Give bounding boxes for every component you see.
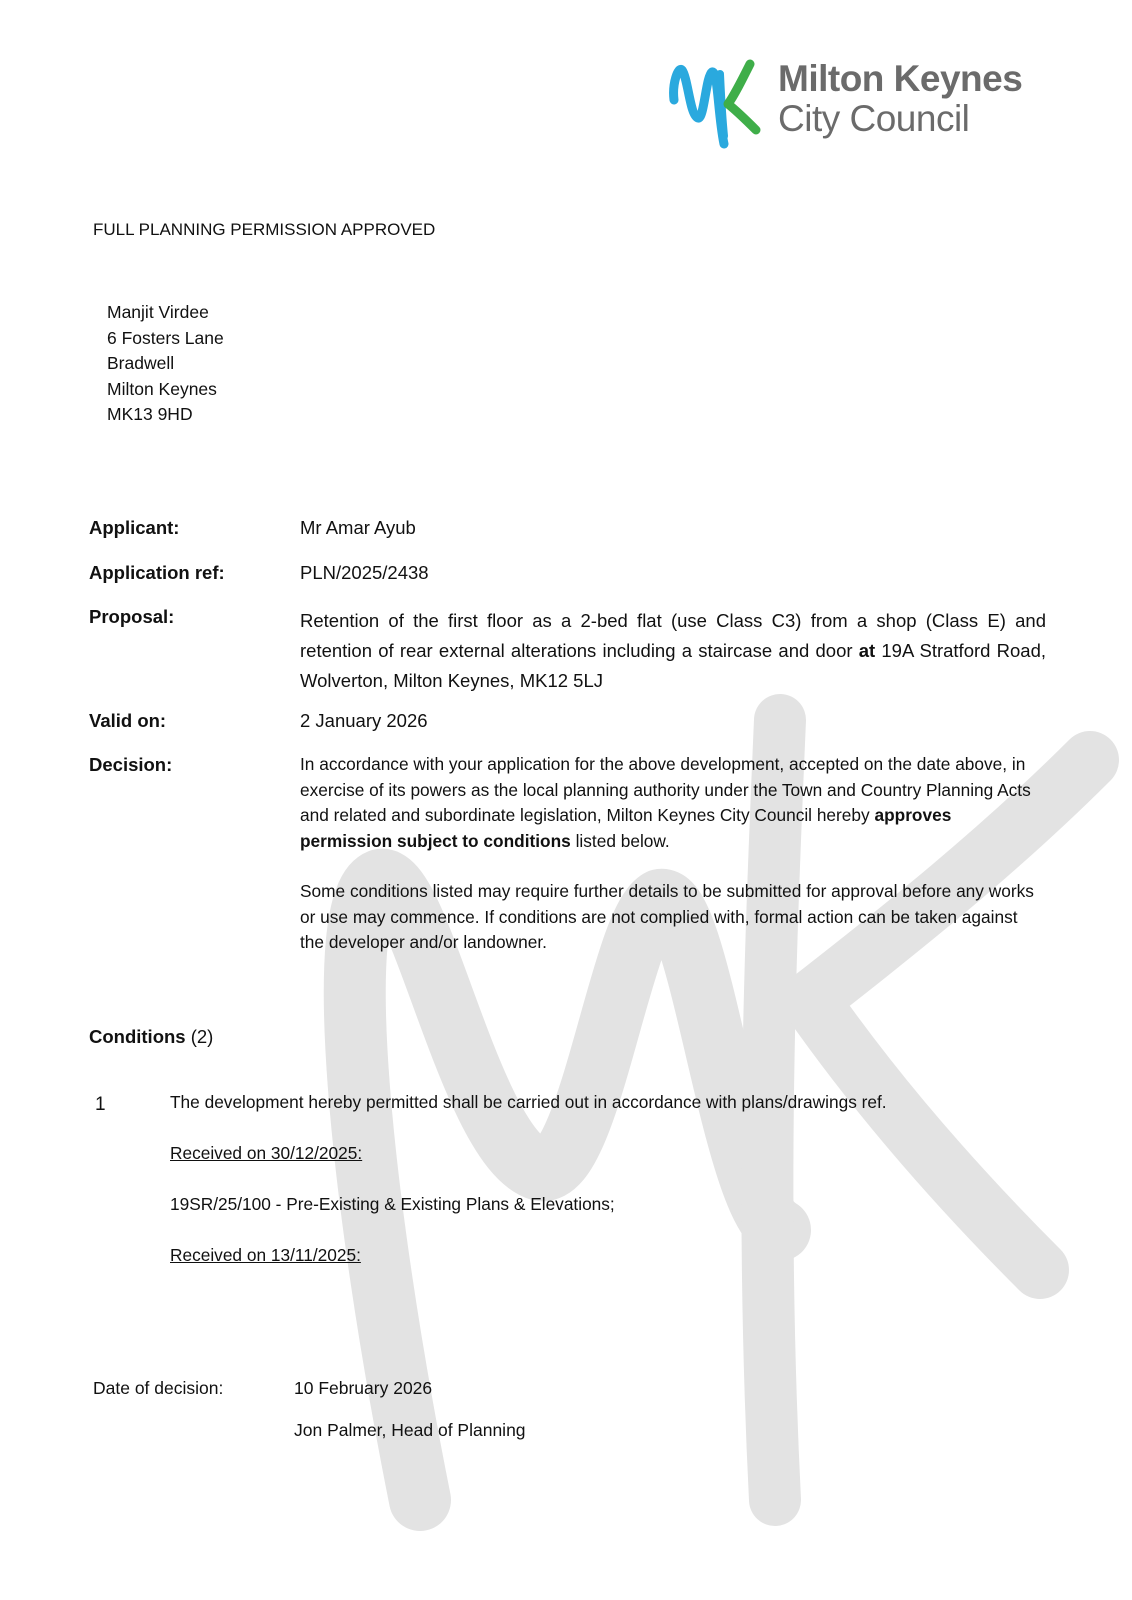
decision-p1-end: listed below. (575, 830, 670, 851)
condition-number: 1 (95, 1094, 106, 1115)
conditions-title: Conditions (89, 1026, 186, 1047)
signatory: Jon Palmer, Head of Planning (294, 1420, 526, 1440)
address-line: Bradwell (107, 353, 175, 373)
application-ref-value: PLN/2025/2438 (300, 562, 429, 583)
address-line: 6 Fosters Lane (107, 327, 224, 348)
logo-name-line1: Milton Keynes (778, 58, 1023, 99)
valid-on-value: 2 January 2026 (300, 710, 428, 731)
proposal-at: at (858, 640, 876, 661)
proposal-part2: 19A Stratford Road, Wolverton, Milton Keynes, MK12 5LJ (300, 640, 1046, 691)
date-of-decision-label: Date of decision: (93, 1378, 224, 1398)
conditions-heading (89, 1026, 213, 1048)
condition-text: The development hereby permitted shall be carried out in accordance with plans/drawings ref. (170, 1092, 887, 1112)
received-date-1: Received on 30/12/2025: (170, 1143, 363, 1163)
applicant-value: Mr Amar Ayub (300, 517, 416, 538)
application-ref-label: Application ref: (89, 562, 225, 583)
mk-logo-icon (668, 56, 768, 156)
conditions-count: (2) (190, 1026, 214, 1047)
decision-label: Decision: (89, 754, 173, 775)
decision-p1-start: In accordance with your application for the above development, accepted on the date above, in exercise of its powers as the local planning authority under the Town and Country Planning Acts and related and subordinate legislation, Milton Keynes City Council hereby (300, 754, 1031, 825)
decision-paragraph-1 (300, 752, 1046, 854)
decision-p1-bold: approves permission subject to conditions (300, 805, 952, 851)
address-line: Milton Keynes (107, 378, 217, 399)
decision-text (300, 752, 1046, 981)
decision-paragraph-2: Some conditions listed may require further details to be submitted for approval before any works or use may commence. If conditions are not complied with, formal action can be taken against the developer and/or landowner. (300, 881, 1034, 952)
proposal-label: Proposal: (89, 606, 175, 627)
date-of-decision-value: 10 February 2026 (294, 1378, 433, 1398)
received-date-2: Received on 13/11/2025: (170, 1245, 361, 1265)
condition-body (170, 1090, 887, 1294)
applicant-label: Applicant: (89, 517, 180, 538)
recipient-address (107, 300, 224, 428)
address-line: Manjit Virdee (107, 302, 209, 322)
logo-name-line2: City Council (778, 98, 970, 139)
plan-reference: 19SR/25/100 - Pre-Existing & Existing Plans & Elevations; (170, 1194, 615, 1214)
address-line: MK13 9HD (107, 404, 193, 424)
proposal-text (300, 606, 1046, 696)
council-logo-text (778, 60, 1022, 137)
valid-on-label: Valid on: (89, 710, 167, 731)
document-heading: FULL PLANNING PERMISSION APPROVED (93, 220, 436, 239)
proposal-part1: Retention of the first floor as a 2-bed flat (use Class C3) from a shop (Class E) and retention of rear external alterations including a staircase and door (300, 610, 1046, 661)
